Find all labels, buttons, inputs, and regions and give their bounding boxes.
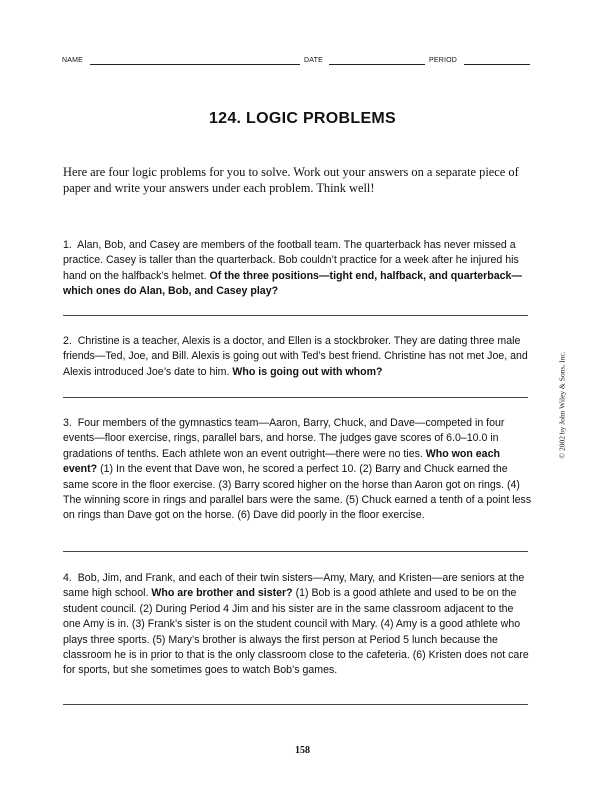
answer-line-4[interactable] xyxy=(63,704,528,705)
problem-3 xyxy=(63,416,533,524)
problem-1 xyxy=(63,238,533,300)
problem-question: Of the three positions—tight end, halfback, and quarterback—which ones do Alan, Bob, and Casey play? xyxy=(63,269,523,298)
problem-number: 1. xyxy=(63,239,72,251)
answer-line-2[interactable] xyxy=(63,397,528,398)
problem-number: 2. xyxy=(63,335,72,347)
answer-line-3[interactable] xyxy=(63,551,528,552)
copyright-text: © 2002 by John Wiley & Sons, Inc. xyxy=(557,351,567,459)
problem-text: Four members of the gymnastics team—Aaron, Barry, Chuck, and Dave—competed in four events—floor exercise, rings, parallel bars, and horse. The judges gave scores of 6.0–10.0 in gradations of tenths. Each athlete won an event outright—there were no ties. xyxy=(63,417,505,460)
period-label: PERIOD xyxy=(429,57,458,64)
date-label: DATE xyxy=(304,57,323,64)
problem-4 xyxy=(63,571,533,679)
date-blank[interactable] xyxy=(329,64,425,65)
problem-question: Who are brother and sister? xyxy=(151,587,293,600)
problem-text: Alan, Bob, and Casey are members of the football team. The quarterback has never missed a practice. Casey is taller than the quarterback. Bob couldn’t practice for a week after he injured his hand on the halfback’s helmet. xyxy=(63,239,519,282)
problem-clues: (1) Bob is a good athlete and used to be on the student council. (2) During Period 4 Jim and his sister are in the same classroom adjacent to the one Amy is in. (3) Frank’s sister is on the student council with Mary. (4) Amy is a good athlete who plays three sports. (5) Mary’s brother is always the first person at Period 5 lunch because the classroom he is in prior to that is the only classroom close to the cafeteria. (6) Kristen does not care for sports, but she sometimes goes to watch Bob’s games. xyxy=(63,587,529,677)
page-number: 158 xyxy=(295,745,310,756)
problem-number: 3. xyxy=(63,417,72,429)
intro-text: Here are four logic problems for you to solve. Work out your answers on a separate piece of paper and write your answers under each problem. Think well! xyxy=(63,165,519,195)
answer-line-1[interactable] xyxy=(63,315,528,316)
problem-question: Who is going out with whom? xyxy=(232,365,383,378)
page-title: 124. LOGIC PROBLEMS xyxy=(208,110,397,127)
problem-number: 4. xyxy=(63,572,72,584)
problem-clues: (1) In the event that Dave won, he scored a perfect 10. (2) Barry and Chuck earned the same score in the floor exercise. (3) Barry scored higher on the horse than Aaron got on rings. (4) The winning score in rings and parallel bars were the same. (5) Chuck earned a tenth of a point less on rings than Dave got on the horse. (6) Dave did poorly in the floor exercise. xyxy=(63,463,532,522)
problem-text: Bob, Jim, and Frank, and each of their twin sisters—Amy, Mary, and Kristen—are seniors at the same high school. xyxy=(63,572,525,600)
problem-2 xyxy=(63,334,533,380)
problem-text: Christine is a teacher, Alexis is a doctor, and Ellen is a stockbroker. They are dating three male friends—Ted, Joe, and Bill. Alexis is going out with Ted’s best friend. Christine has not met Joe, and Alexis introduced Joe’s date to him. xyxy=(63,335,528,378)
name-blank[interactable] xyxy=(90,64,300,65)
period-blank[interactable] xyxy=(464,64,530,65)
student-info-header xyxy=(62,55,530,69)
name-label: NAME xyxy=(62,57,84,64)
problem-question: Who won each event? xyxy=(63,447,500,476)
